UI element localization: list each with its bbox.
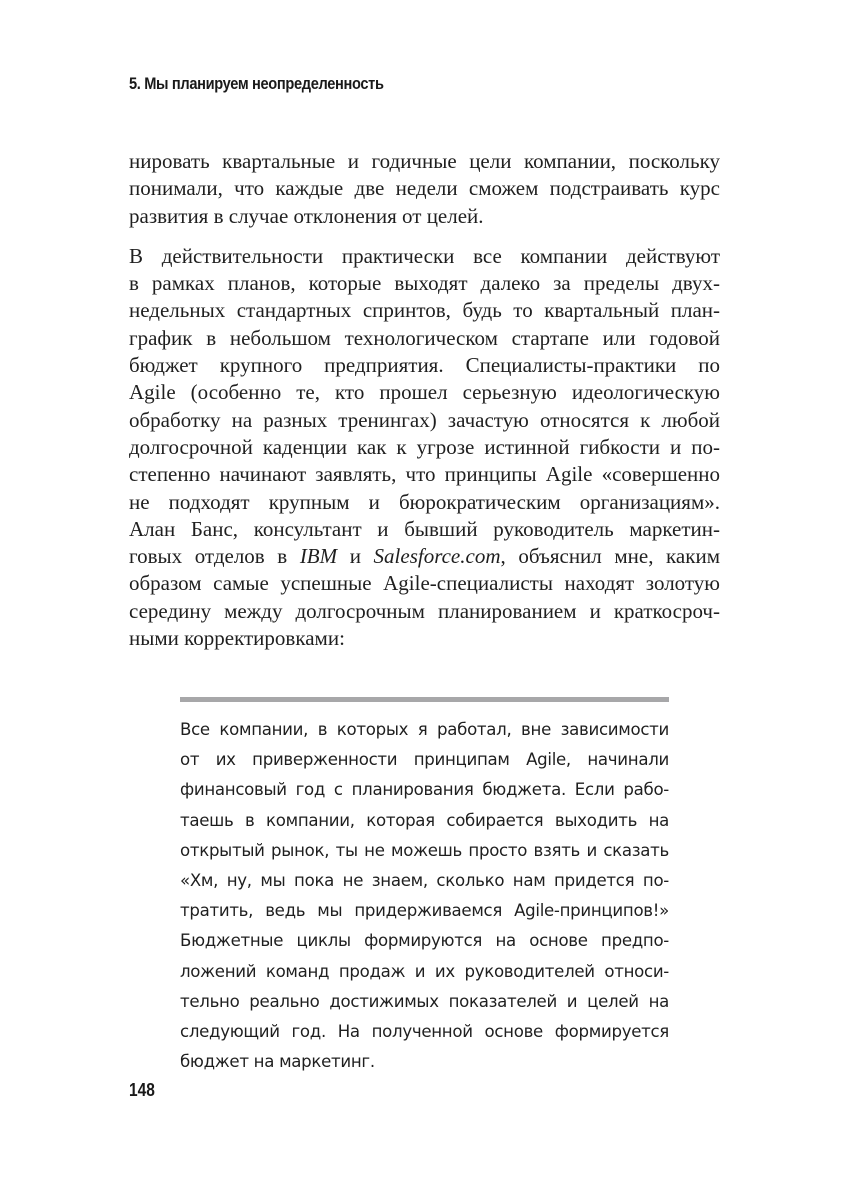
- text-line: не подходят крупным и бюрократическим организациям».: [129, 489, 720, 514]
- body-text: [129, 148, 720, 652]
- text-fragment: говых отделов в: [129, 544, 300, 569]
- text-line: степенно начинают заявлять, что принципы Agile «совершенно: [129, 462, 720, 487]
- text-line: долгосрочной каденции как к угрозе истинной гибкости и по-: [129, 434, 720, 459]
- quote-line: Все компании, в которых я работал, вне зависимости: [180, 720, 669, 739]
- text-line: развития в случае отклонения от целей.: [129, 203, 484, 228]
- text-line: в рамках планов, которые выходят далеко за пределы двух-: [129, 271, 720, 296]
- paragraph: [129, 243, 720, 652]
- quote-line: открытый рынок, ты не можешь просто взять и сказать: [180, 840, 669, 860]
- quote-line: финансовый год с планирования бюджета. Если рабо-: [180, 780, 669, 800]
- quote-line: тратить, ведь мы придерживаемся Agile-принципов!»: [180, 901, 669, 921]
- text-line: бюджет крупного предприятия. Специалисты-практики по: [129, 353, 720, 378]
- text-line: Алан Банс, консультант и бывший руководитель маркетин-: [129, 516, 720, 541]
- quote-line: бюджет на маркетинг.: [180, 1052, 375, 1072]
- text-line: график в небольшом технологическом стартапе или годовой: [129, 325, 720, 350]
- quote-line: Бюджетные циклы формируются на основе предпо-: [180, 931, 669, 951]
- text-line: обработку на разных тренингах) зачастую относятся к любой: [129, 407, 720, 432]
- text-line: образом самые успешные Agile-специалисты находят золотую: [129, 571, 720, 596]
- page-number: 148: [129, 1080, 155, 1100]
- text-line: понимали, что каждые две недели сможем подстраивать курс: [129, 176, 720, 201]
- company-name-salesforce: Salesforce.com: [373, 544, 501, 569]
- text-line: [129, 543, 720, 570]
- quote-line: «Хм, ну, мы пока не знаем, сколько нам придется по-: [180, 871, 669, 891]
- running-head: 5. Мы планируем неопределенность: [129, 74, 384, 93]
- text-line: ными корректировками:: [129, 626, 345, 651]
- quote-line: ложений команд продаж и их руководителей относи-: [180, 961, 669, 981]
- quote-line: от их приверженности принципам Agile, начинали: [180, 750, 669, 770]
- quote-line: таешь в компании, которая собирается выходить на: [180, 810, 669, 830]
- text-line: В действительности практически все компании действуют: [129, 243, 720, 268]
- text-line: середину между долгосрочным планированием и краткосроч-: [129, 598, 720, 623]
- text-line: недельных стандартных спринтов, будь то квартальный план-: [129, 298, 720, 323]
- company-name-ibm: IBM: [299, 544, 338, 569]
- quote-line: следующий год. На полученной основе формируется: [180, 1022, 669, 1042]
- text-fragment: и: [337, 544, 374, 569]
- quote-divider: [180, 697, 669, 702]
- quote-line: тельно реально достижимых показателей и целей на: [180, 991, 669, 1011]
- block-quote: [180, 715, 669, 1077]
- paragraph: [129, 148, 720, 230]
- text-fragment: , объяснил мне, каким: [500, 544, 720, 569]
- text-line: Agile (особенно те, кто прошел серьезную идеологическую: [129, 380, 720, 405]
- text-line: нировать квартальные и годичные цели компании, поскольку: [129, 149, 720, 173]
